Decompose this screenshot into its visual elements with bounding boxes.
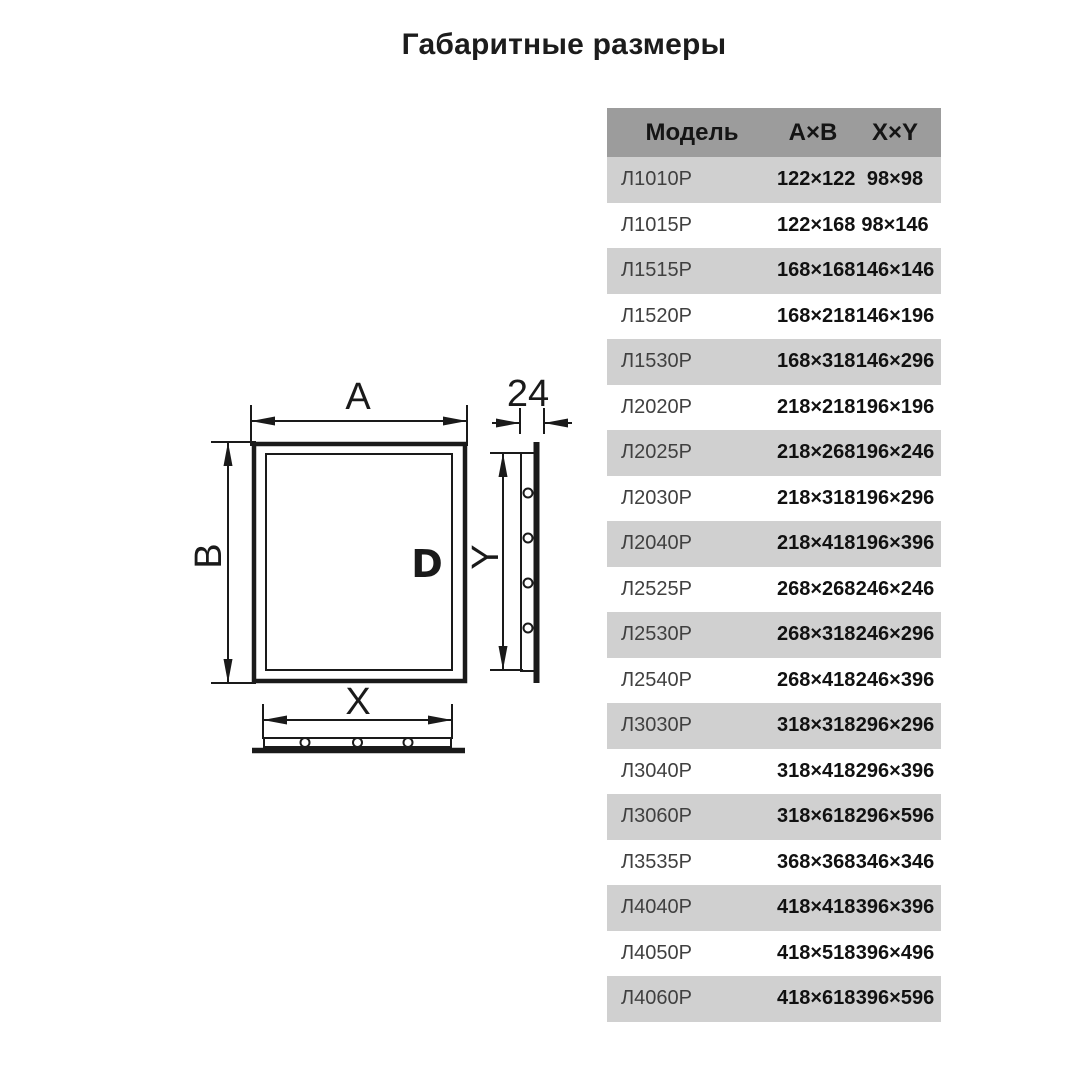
dim-x-arrow-left (263, 716, 287, 725)
cell-ab: 418×518 (777, 941, 856, 964)
side-view-hole (524, 534, 533, 543)
table-body (607, 157, 941, 1022)
cell-model: Л2040Р (621, 532, 692, 555)
table-row (607, 840, 941, 886)
cell-ab: 318×418 (777, 759, 856, 782)
cell-ab: 268×268 (777, 577, 856, 600)
door-handle-label: D (411, 542, 443, 586)
cell-model: Л1515Р (621, 259, 692, 282)
cell-model: Л2030Р (621, 486, 692, 509)
table-row (607, 339, 941, 385)
dim-depth-arrow-right (544, 419, 568, 428)
cell-model: Л3040Р (621, 759, 692, 782)
table-row (607, 430, 941, 476)
cell-model: Л3030Р (621, 714, 692, 737)
cell-ab: 122×122 (777, 168, 856, 191)
table-row (607, 521, 941, 567)
bottom-view-hole (353, 738, 362, 747)
dimension-diagram (180, 370, 580, 765)
cell-xy: 196×396 (855, 532, 935, 555)
cell-ab: 418×418 (777, 896, 856, 919)
cell-ab: 218×318 (777, 486, 856, 509)
cell-xy: 146×196 (855, 304, 935, 327)
cell-model: Л2540Р (621, 668, 692, 691)
table-row (607, 703, 941, 749)
dim-depth-arrow-left (496, 419, 520, 428)
cell-ab: 218×418 (777, 532, 856, 555)
cell-xy: 396×496 (855, 941, 935, 964)
column-header-xy: X×Y (849, 108, 941, 157)
cell-xy: 396×596 (855, 987, 935, 1010)
cell-model: Л1010Р (621, 168, 692, 191)
dimensions-table (607, 108, 941, 1022)
cell-model: Л4060Р (621, 987, 692, 1010)
cell-xy: 196×196 (855, 395, 935, 418)
cell-ab: 268×418 (777, 668, 856, 691)
cell-xy: 196×246 (855, 441, 935, 464)
cell-ab: 168×218 (777, 304, 856, 327)
dim-a-arrow-right (443, 417, 467, 426)
cell-xy: 246×246 (855, 577, 935, 600)
table-row (607, 567, 941, 613)
dim-depth-label: 24 (506, 373, 550, 415)
side-view-hole (524, 579, 533, 588)
column-header-model: Модель (607, 108, 777, 157)
cell-ab: 418×618 (777, 987, 856, 1010)
table-row (607, 749, 941, 795)
dim-b-label: B (188, 543, 230, 569)
side-view-hole (524, 489, 533, 498)
cell-xy: 296×396 (855, 759, 935, 782)
dim-b-arrow-bottom (224, 659, 233, 683)
table-row (607, 476, 941, 522)
cell-xy: 196×296 (855, 486, 935, 509)
table-row (607, 612, 941, 658)
table-row (607, 658, 941, 704)
cell-model: Л2025Р (621, 441, 692, 464)
cell-model: Л1520Р (621, 304, 692, 327)
cell-xy: 146×146 (855, 259, 935, 282)
cell-ab: 268×318 (777, 623, 856, 646)
cell-ab: 122×168 (777, 213, 856, 236)
table-row (607, 294, 941, 340)
table-row (607, 931, 941, 977)
bottom-view-hole (404, 738, 413, 747)
cell-model: Л1015Р (621, 213, 692, 236)
cell-model: Л1530Р (621, 350, 692, 373)
dimension-drawing (180, 370, 580, 765)
table-row (607, 976, 941, 1022)
cell-model: Л3535Р (621, 850, 692, 873)
cell-ab: 168×318 (777, 350, 856, 373)
cell-ab: 218×268 (777, 441, 856, 464)
table-row (607, 157, 941, 203)
dimensions-table-wrap (607, 108, 941, 1022)
cell-xy: 396×396 (855, 896, 935, 919)
cell-xy: 246×396 (855, 668, 935, 691)
table-row (607, 203, 941, 249)
dim-x-label: X (345, 681, 371, 723)
cell-ab: 168×168 (777, 259, 856, 282)
cell-model: Л2020Р (621, 395, 692, 418)
dim-y-arrow-bottom (499, 646, 508, 670)
table-row (607, 248, 941, 294)
dim-a-label: A (345, 376, 371, 418)
cell-xy: 296×296 (855, 714, 935, 737)
dim-y-arrow-top (499, 453, 508, 477)
cell-xy: 146×296 (855, 350, 935, 373)
cell-ab: 318×318 (777, 714, 856, 737)
cell-xy: 98×98 (866, 168, 924, 191)
cell-model: Л3060Р (621, 805, 692, 828)
table-row (607, 794, 941, 840)
cell-ab: 368×368 (777, 850, 856, 873)
table-row (607, 385, 941, 431)
cell-model: Л4040Р (621, 896, 692, 919)
side-view-hole (524, 624, 533, 633)
table-row (607, 885, 941, 931)
cell-xy: 246×296 (855, 623, 935, 646)
table-header (607, 108, 941, 157)
column-header-ab: A×B (777, 108, 849, 157)
cell-ab: 218×218 (777, 395, 856, 418)
cell-xy: 296×596 (855, 805, 935, 828)
cell-model: Л2530Р (621, 623, 692, 646)
cell-xy: 98×146 (861, 213, 929, 236)
dim-b-arrow-top (224, 442, 233, 466)
dim-x-arrow-right (428, 716, 452, 725)
dim-a-arrow-left (251, 417, 275, 426)
page-title: Габаритные размеры (401, 28, 727, 61)
dim-y-label: Y (465, 544, 507, 570)
bottom-view-hole (301, 738, 310, 747)
cell-model: Л2525Р (621, 577, 692, 600)
cell-model: Л4050Р (621, 941, 692, 964)
side-view-body (521, 453, 535, 671)
table-header-row (607, 108, 941, 157)
cell-xy: 346×346 (855, 850, 935, 873)
cell-ab: 318×618 (777, 805, 856, 828)
